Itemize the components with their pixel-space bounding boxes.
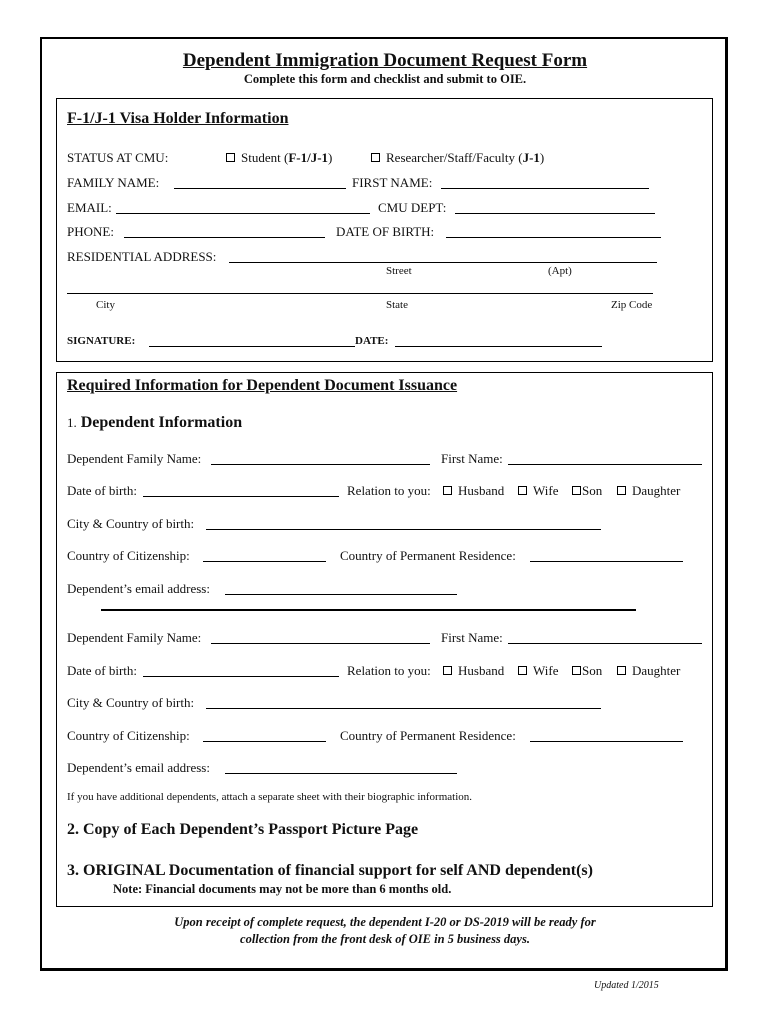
dep1-citizenship-field[interactable] [203, 561, 326, 562]
dept-field[interactable] [455, 213, 655, 214]
visa-section-heading: F-1/J-1 Visa Holder Information [67, 110, 289, 127]
dep2-residence-label: Country of Permanent Residence: [340, 728, 516, 743]
dep2-email-field[interactable] [225, 773, 457, 774]
signature-field[interactable] [149, 346, 355, 347]
apt-caption: (Apt) [548, 265, 572, 277]
form-subtitle: Complete this form and checklist and submit to OIE. [243, 72, 527, 86]
dep2-wife-checkbox[interactable] [518, 666, 527, 675]
city-state-zip-field[interactable] [67, 293, 653, 294]
phone-field[interactable] [124, 237, 325, 238]
dep2-residence-field[interactable] [530, 741, 683, 742]
financial-docs-note: Note: Financial documents may not be more than 6 months old. [113, 882, 452, 896]
date-label: DATE: [355, 335, 389, 347]
required-section-heading: Required Information for Dependent Document Issuance [67, 377, 458, 394]
additional-dependents-note: If you have additional dependents, attach a separate sheet with their biographic information. [67, 791, 473, 803]
date-field[interactable] [395, 346, 602, 347]
street-caption: Street [386, 265, 412, 277]
dep2-birthplace-label: City & Country of birth: [67, 695, 195, 710]
dep2-first-name-field[interactable] [508, 643, 702, 644]
dep2-wife-option[interactable]: Wife [518, 663, 558, 679]
dep2-daughter-option[interactable]: Daughter [617, 663, 680, 679]
first-name-field[interactable] [441, 188, 649, 189]
form-title: Dependent Immigration Document Request Form [182, 50, 588, 71]
dep1-son-checkbox[interactable] [572, 486, 581, 495]
city-caption: City [96, 299, 115, 311]
state-caption: State [386, 299, 408, 311]
dep1-residence-label: Country of Permanent Residence: [340, 548, 516, 563]
dep2-family-name-label: Dependent Family Name: [67, 630, 202, 645]
student-checkbox[interactable] [226, 153, 235, 162]
dep1-email-field[interactable] [225, 594, 457, 595]
status-student-option[interactable]: Student (F-1/J-1) [226, 150, 332, 166]
dependent-separator [101, 609, 636, 611]
street-field[interactable] [229, 262, 657, 263]
email-field[interactable] [116, 213, 370, 214]
dep1-residence-field[interactable] [530, 561, 683, 562]
dep2-husband-option[interactable]: Husband [443, 663, 504, 679]
updated-date: Updated 1/2015 [594, 980, 659, 991]
signature-label: SIGNATURE: [67, 335, 136, 347]
dep1-citizenship-label: Country of Citizenship: [67, 548, 190, 563]
dependent-info-heading: 1. Dependent Information [67, 414, 243, 431]
dep1-wife-checkbox[interactable] [518, 486, 527, 495]
dep1-email-label: Dependent’s email address: [67, 581, 210, 596]
dep1-first-name-field[interactable] [508, 464, 702, 465]
phone-label: PHONE: [67, 224, 114, 239]
dep1-birthplace-field[interactable] [206, 529, 601, 530]
financial-docs-item: 3. ORIGINAL Documentation of financial support for self AND dependent(s) [67, 862, 593, 879]
dep2-email-label: Dependent’s email address: [67, 760, 210, 775]
dep1-family-name-label: Dependent Family Name: [67, 451, 202, 466]
dep1-birthplace-label: City & Country of birth: [67, 516, 195, 531]
dep2-citizenship-label: Country of Citizenship: [67, 728, 190, 743]
dep2-citizenship-field[interactable] [203, 741, 326, 742]
dob-field[interactable] [446, 237, 661, 238]
researcher-checkbox[interactable] [371, 153, 380, 162]
passport-copy-item: 2. Copy of Each Dependent’s Passport Picture Page [67, 821, 419, 838]
family-name-field[interactable] [174, 188, 346, 189]
dep2-first-name-label: First Name: [441, 630, 503, 645]
dep2-relation-label: Relation to you: [347, 663, 431, 678]
dep1-wife-option[interactable]: Wife [518, 483, 558, 499]
dep1-dob-label: Date of birth: [67, 483, 138, 498]
email-label: EMAIL: [67, 200, 112, 215]
dep1-relation-label: Relation to you: [347, 483, 431, 498]
dep1-family-name-field[interactable] [211, 464, 430, 465]
family-name-label: FAMILY NAME: [67, 175, 160, 190]
footer-note-line1: Upon receipt of complete request, the dependent I-20 or DS-2019 will be ready for [174, 915, 596, 929]
dep2-son-option[interactable]: Son [572, 663, 602, 679]
dob-label: DATE OF BIRTH: [336, 224, 435, 239]
dep1-first-name-label: First Name: [441, 451, 503, 466]
dep1-husband-option[interactable]: Husband [443, 483, 504, 499]
status-researcher-option[interactable]: Researcher/Staff/Faculty (J-1) [371, 150, 544, 166]
status-label: STATUS AT CMU: [67, 150, 169, 165]
dep2-son-checkbox[interactable] [572, 666, 581, 675]
dep2-dob-field[interactable] [143, 676, 339, 677]
dep1-dob-field[interactable] [143, 496, 339, 497]
dep1-husband-checkbox[interactable] [443, 486, 452, 495]
dep2-dob-label: Date of birth: [67, 663, 138, 678]
dep2-husband-checkbox[interactable] [443, 666, 452, 675]
dep2-birthplace-field[interactable] [206, 708, 601, 709]
dep1-daughter-option[interactable]: Daughter [617, 483, 680, 499]
first-name-label: FIRST NAME: [352, 175, 433, 190]
dep2-daughter-checkbox[interactable] [617, 666, 626, 675]
footer-note-line2: collection from the front desk of OIE in 5 business days. [240, 932, 530, 946]
dept-label: CMU DEPT: [378, 200, 447, 215]
dep2-family-name-field[interactable] [211, 643, 430, 644]
address-label: RESIDENTIAL ADDRESS: [67, 249, 217, 264]
zip-caption: Zip Code [611, 299, 653, 311]
dep1-son-option[interactable]: Son [572, 483, 602, 499]
dep1-daughter-checkbox[interactable] [617, 486, 626, 495]
